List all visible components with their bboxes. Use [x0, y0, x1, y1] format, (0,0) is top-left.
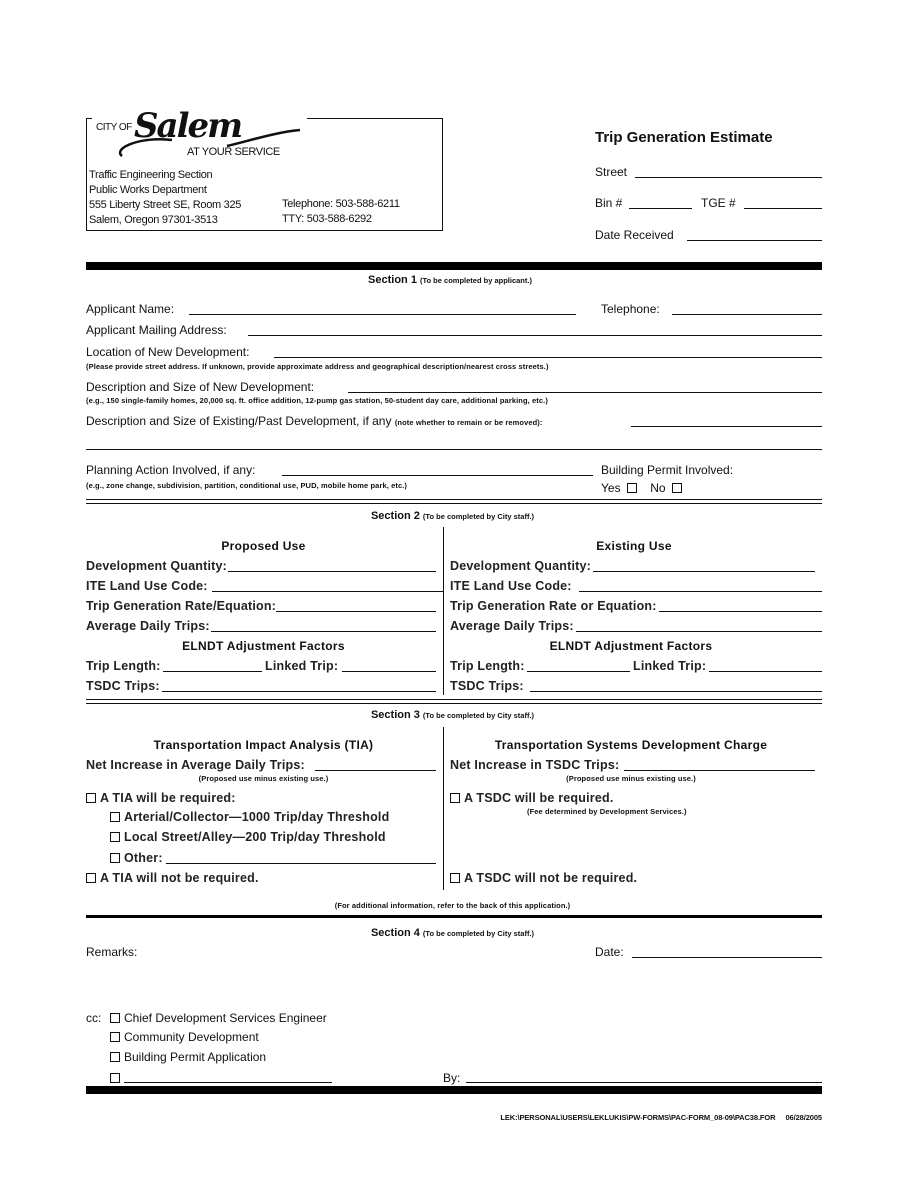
mailing-address-label: Applicant Mailing Address: — [86, 323, 227, 337]
tsdc-net-increase-label: Net Increase in TSDC Trips: — [450, 758, 620, 772]
street-field[interactable] — [635, 177, 822, 178]
by-field[interactable] — [466, 1082, 822, 1083]
cc-other-option[interactable] — [110, 1071, 124, 1085]
existing-linked-trip-field[interactable] — [709, 671, 822, 672]
tia-required-checkbox[interactable] — [86, 793, 96, 803]
proposed-ite-code-field[interactable] — [212, 591, 443, 592]
logo-salem: Salem — [134, 106, 242, 146]
address-line2: Public Works Department — [89, 184, 207, 196]
divider-thick — [86, 262, 822, 270]
existing-ite-code-field[interactable] — [579, 591, 822, 592]
tia-not-required-checkbox[interactable] — [86, 873, 96, 883]
existing-linked-trip-label: Linked Trip: — [633, 659, 707, 673]
mailing-address-field[interactable] — [248, 335, 822, 336]
footer — [500, 1113, 822, 1122]
remarks-label: Remarks: — [86, 945, 138, 959]
tia-other-checkbox[interactable] — [110, 853, 120, 863]
tge-field[interactable] — [744, 208, 822, 209]
tty-text: TTY: 503-588-6292 — [282, 213, 372, 225]
address-block — [89, 168, 241, 228]
divider-double-2 — [86, 699, 822, 704]
existing-dev-field-2[interactable] — [86, 449, 822, 450]
planning-hint: (e.g., zone change, subdivision, partition, conditional use, PUD, mobile home park, etc.) — [86, 481, 408, 490]
existing-dev-quantity-label: Development Quantity: — [450, 559, 592, 573]
telephone-label: Telephone: — [601, 302, 660, 316]
building-permit-label: Building Permit Involved: — [601, 463, 734, 477]
tia-heading: Transportation Impact Analysis (TIA) — [153, 738, 374, 752]
yes-checkbox[interactable] — [627, 483, 637, 493]
proposed-ite-code-label: ITE Land Use Code: — [86, 579, 208, 593]
divider-thick-bottom — [86, 1086, 822, 1094]
planning-action-label: Planning Action Involved, if any: — [86, 463, 256, 477]
form-title: Trip Generation Estimate — [595, 129, 773, 146]
section2-column-divider — [443, 527, 444, 695]
tia-arterial-option[interactable]: Arterial/Collector—1000 Trip/day Threshold — [110, 810, 389, 824]
yes-label: Yes — [601, 481, 621, 495]
applicant-name-field[interactable] — [189, 314, 576, 315]
tia-arterial-checkbox[interactable] — [110, 812, 120, 822]
existing-tsdc-trips-label: TSDC Trips: — [450, 679, 524, 693]
by-label: By: — [443, 1071, 461, 1085]
new-dev-field[interactable] — [348, 392, 822, 393]
bin-field[interactable] — [629, 208, 692, 209]
proposed-trip-length-label: Trip Length: — [86, 659, 161, 673]
proposed-dev-quantity-label: Development Quantity: — [86, 559, 228, 573]
existing-elndt-heading: ELNDT Adjustment Factors — [549, 639, 713, 653]
cc-chief-engineer-option[interactable]: Chief Development Services Engineer — [110, 1011, 327, 1025]
proposed-linked-trip-field[interactable] — [342, 671, 436, 672]
date-received-field[interactable] — [687, 240, 822, 241]
telephone-text: Telephone: 503-588-6211 — [282, 198, 400, 210]
building-permit-options — [601, 481, 686, 495]
location-hint: (Please provide street address. If unknown, provide approximate address and geographical description/nearest cross streets.) — [86, 362, 549, 371]
location-field[interactable] — [274, 357, 822, 358]
proposed-avg-daily-label: Average Daily Trips: — [86, 619, 210, 633]
section3-column-divider — [443, 727, 444, 890]
section1-heading: Section 1 (To be completed by applicant.) — [368, 274, 532, 286]
tia-not-required-option[interactable]: A TIA will not be required. — [86, 871, 259, 885]
applicant-name-label: Applicant Name: — [86, 302, 175, 316]
no-checkbox[interactable] — [672, 483, 682, 493]
no-label: No — [650, 481, 666, 495]
address-line1: Traffic Engineering Section — [89, 169, 213, 181]
cc-other-field[interactable] — [124, 1082, 332, 1083]
logo-tagline: AT YOUR SERVICE — [187, 146, 280, 158]
date-field[interactable] — [632, 957, 822, 958]
existing-avg-daily-label: Average Daily Trips: — [450, 619, 574, 633]
proposed-tsdc-trips-label: TSDC Trips: — [86, 679, 160, 693]
footer-date: 06/28/2005 — [785, 1113, 822, 1122]
tsdc-hint: (Proposed use minus existing use.) — [566, 774, 696, 783]
cc-other-checkbox[interactable] — [110, 1073, 120, 1083]
tia-required-option[interactable]: A TIA will be required: — [86, 791, 236, 805]
existing-avg-daily-field[interactable] — [576, 631, 822, 632]
cc-label: cc: — [86, 1011, 102, 1025]
date-label: Date: — [595, 945, 624, 959]
cc-community-dev-option[interactable]: Community Development — [110, 1030, 259, 1044]
address-line3: 555 Liberty Street SE, Room 325 — [89, 199, 242, 211]
tia-other-field[interactable] — [166, 863, 436, 864]
proposed-trip-rate-field[interactable] — [276, 611, 436, 612]
existing-tsdc-trips-field[interactable] — [530, 691, 822, 692]
existing-ite-code-label: ITE Land Use Code: — [450, 579, 572, 593]
date-received-label: Date Received — [595, 228, 674, 242]
existing-trip-rate-label: Trip Generation Rate or Equation: — [450, 599, 657, 613]
tia-net-increase-label: Net Increase in Average Daily Trips: — [86, 758, 305, 772]
telephone-field[interactable] — [672, 314, 822, 315]
tia-net-increase-field[interactable] — [315, 770, 436, 771]
section3-heading: Section 3 (To be completed by City staff.) — [370, 709, 535, 721]
bin-label: Bin # — [595, 196, 623, 210]
proposed-trip-rate-label: Trip Generation Rate/Equation: — [86, 599, 277, 613]
cc-chief-engineer-checkbox[interactable] — [110, 1013, 120, 1023]
tsdc-required-checkbox[interactable] — [450, 793, 460, 803]
cc-building-permit-checkbox[interactable] — [110, 1052, 120, 1062]
remarks-area[interactable] — [150, 960, 570, 1005]
tia-local-checkbox[interactable] — [110, 832, 120, 842]
proposed-use-heading: Proposed Use — [221, 539, 306, 553]
planning-action-field[interactable] — [282, 475, 593, 476]
divider-thick-2 — [86, 915, 822, 918]
existing-dev-field[interactable] — [631, 426, 822, 427]
proposed-tsdc-trips-field[interactable] — [162, 691, 436, 692]
cc-building-permit-option[interactable]: Building Permit Application — [110, 1050, 266, 1064]
proposed-elndt-heading: ELNDT Adjustment Factors — [182, 639, 345, 653]
existing-dev-quantity-field[interactable] — [593, 571, 815, 572]
additional-info-note: (For additional information, refer to the back of this application.) — [334, 901, 571, 910]
tsdc-not-required-checkbox[interactable] — [450, 873, 460, 883]
tia-other-option[interactable]: Other: — [110, 851, 163, 865]
proposed-dev-quantity-field[interactable] — [228, 571, 436, 572]
tge-label: TGE # — [701, 196, 736, 210]
section4-heading: Section 4 (To be completed by City staff.) — [370, 927, 535, 939]
new-dev-label: Description and Size of New Development: — [86, 380, 315, 394]
footer-path: LEK:\PERSONAL\USERS\LEKLUKIS\PW-FORMS\PAC-FORM_08-09\PAC38.FOR — [500, 1113, 776, 1122]
tsdc-fee-note: (Fee determined by Development Services.) — [527, 807, 687, 816]
tia-local-option[interactable]: Local Street/Alley—200 Trip/day Threshold — [110, 830, 386, 844]
section2-heading: Section 2 (To be completed by City staff.) — [370, 510, 535, 522]
existing-trip-length-field[interactable] — [527, 671, 630, 672]
street-label: Street — [595, 165, 628, 179]
logo — [92, 108, 307, 166]
proposed-trip-length-field[interactable] — [163, 671, 262, 672]
tsdc-heading: Transportation Systems Development Charge — [494, 738, 768, 752]
existing-use-heading: Existing Use — [596, 539, 672, 553]
existing-dev-label: Description and Size of Existing/Past Development, if any (note whether to remain or be removed): — [86, 414, 543, 428]
divider-double — [86, 499, 822, 504]
existing-trip-length-label: Trip Length: — [450, 659, 525, 673]
tsdc-not-required-option[interactable]: A TSDC will not be required. — [450, 871, 637, 885]
location-label: Location of New Development: — [86, 345, 250, 359]
tsdc-required-option[interactable]: A TSDC will be required. — [450, 791, 614, 805]
proposed-avg-daily-field[interactable] — [211, 631, 436, 632]
proposed-linked-trip-label: Linked Trip: — [265, 659, 339, 673]
tsdc-net-increase-field[interactable] — [624, 770, 815, 771]
cc-community-dev-checkbox[interactable] — [110, 1032, 120, 1042]
existing-trip-rate-field[interactable] — [659, 611, 822, 612]
logo-city-of: CITY OF — [96, 122, 132, 133]
tia-hint: (Proposed use minus existing use.) — [198, 774, 329, 783]
address-line4: Salem, Oregon 97301-3513 — [89, 214, 218, 226]
new-dev-hint: (e.g., 150 single-family homes, 20,000 sq. ft. office addition, 12-pump gas station, 50-student day care, additional parking, etc.) — [86, 396, 548, 405]
